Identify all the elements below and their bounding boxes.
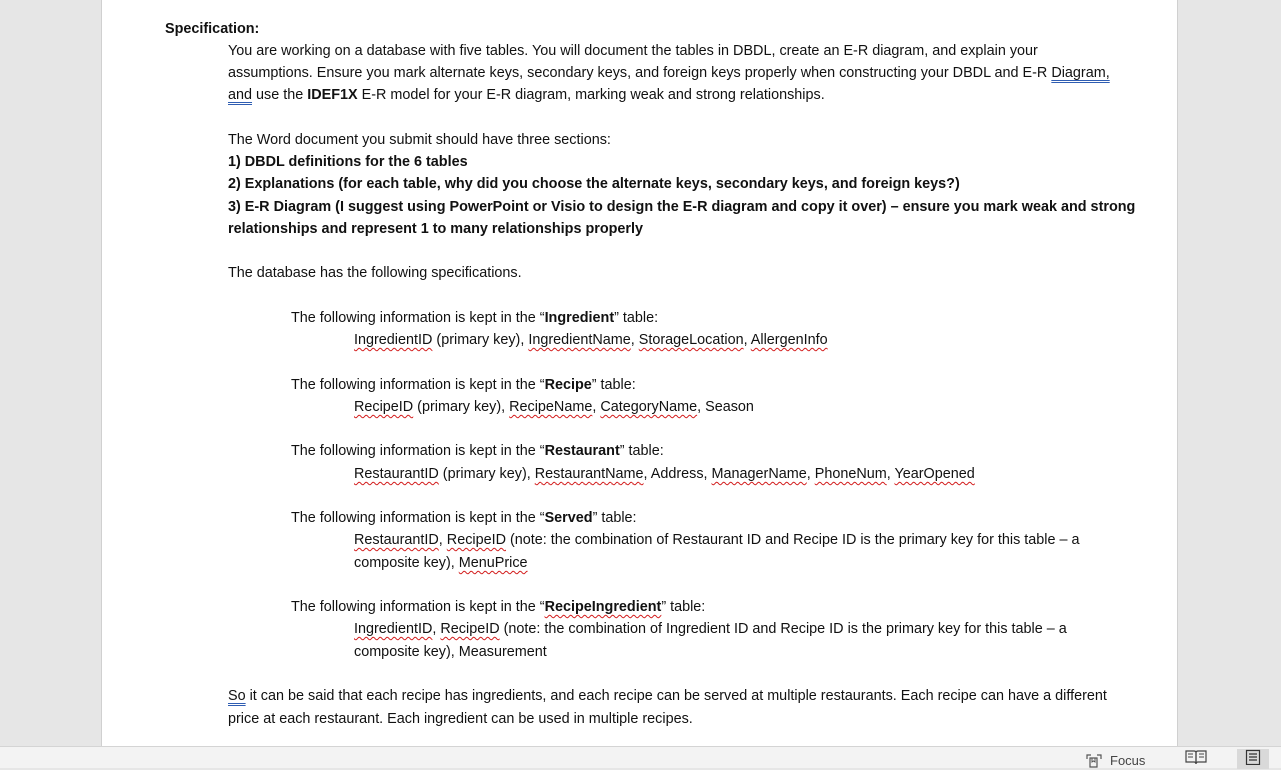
sections-intro: The Word document you submit should have three sections: [228, 132, 611, 148]
intro-line-3: and use the IDEF1X E-R model for your E-R diagram, marking weak and strong relationships. [228, 87, 825, 103]
grammar-flag[interactable]: So [228, 688, 246, 704]
served-fields-line-2: composite key), MenuPrice [354, 555, 528, 571]
focus-button[interactable] [1086, 752, 1145, 769]
recipe-fields: RecipeID (primary key), RecipeName, CategoryName, Season [354, 399, 754, 415]
focus-icon [1086, 754, 1102, 768]
book-icon [1185, 749, 1207, 770]
restaurant-table-line: The following information is kept in the “Restaurant” table: [291, 443, 664, 459]
ingredient-table-line: The following information is kept in the “Ingredient” table: [291, 310, 659, 326]
ingredient-fields: IngredientID (primary key), IngredientName, StorageLocation, AllergenInfo [354, 332, 828, 348]
status-bar [0, 746, 1281, 768]
intro-line-2: assumptions. Ensure you mark alternate keys, secondary keys, and foreign keys properly when constructing your DBDL and E-R Diagram, [228, 65, 1110, 81]
closing-line-1: So it can be said that each recipe has ingredients, and each recipe can be served at multiple restaurants. Each recipe can have a different [228, 688, 1107, 704]
print-layout-icon [1245, 749, 1261, 770]
specification-heading: Specification: [165, 21, 260, 37]
section-3-line-1: 3) E-R Diagram (I suggest using PowerPoint or Visio to design the E-R diagram and copy it over) – ensure you mark weak and strong [228, 199, 1136, 215]
print-layout-button[interactable] [1237, 749, 1269, 769]
served-fields-line-1: RestaurantID, RecipeID (note: the combination of Restaurant ID and Recipe ID is the primary key for this table – a [354, 532, 1080, 548]
recipeingredient-table-line: The following information is kept in the “RecipeIngredient” table: [291, 599, 706, 615]
recipe-table-line: The following information is kept in the “Recipe” table: [291, 377, 636, 393]
intro-line-1: You are working on a database with five tables. You will document the tables in DBDL, create an E-R diagram, and explain your [228, 43, 1038, 59]
restaurant-fields: RestaurantID (primary key), RestaurantName, Address, ManagerName, PhoneNum, YearOpened [354, 466, 975, 482]
section-3-line-2: relationships and represent 1 to many relationships properly [228, 221, 644, 237]
document-page[interactable] [101, 0, 1178, 746]
recipeingredient-fields-line-2: composite key), Measurement [354, 644, 547, 660]
section-1: 1) DBDL definitions for the 6 tables [228, 154, 468, 170]
db-spec-text: The database has the following specifications. [228, 265, 522, 281]
served-table-line: The following information is kept in the “Served” table: [291, 510, 637, 526]
section-2: 2) Explanations (for each table, why did you choose the alternate keys, secondary keys, and foreign keys?) [228, 176, 960, 192]
grammar-flag[interactable]: and [228, 87, 253, 103]
read-mode-button[interactable] [1180, 749, 1212, 769]
closing-line-2: price at each restaurant. Each ingredient can be used in multiple recipes. [228, 711, 693, 727]
grammar-flag[interactable]: Diagram, [1051, 65, 1110, 81]
recipeingredient-fields-line-1: IngredientID, RecipeID (note: the combination of Ingredient ID and Recipe ID is the primary key for this table – a [354, 621, 1067, 637]
focus-label: Focus [1110, 753, 1146, 768]
